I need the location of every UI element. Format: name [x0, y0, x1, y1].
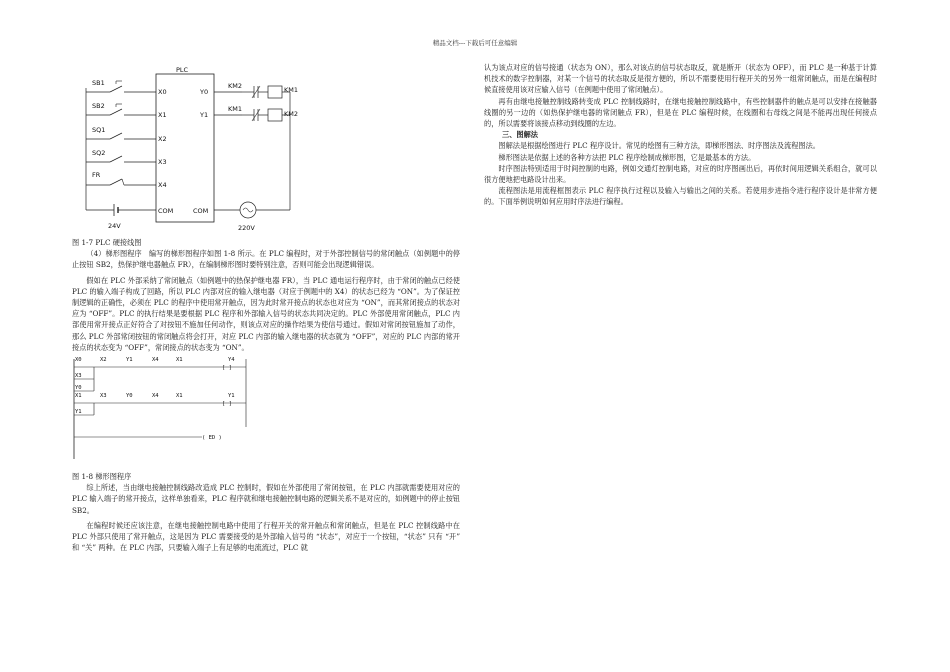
svg-text:KM2: KM2 — [228, 82, 243, 90]
paragraph: 时序图法特别适用于时间控制的电路，例如交通灯控制电路，对应的时序图画出后，再依时间用逻辑关系组合，就可以很方便地把电路设计出来。 — [484, 163, 877, 185]
input-row-sq1 — [86, 126, 167, 143]
input-row-sq2 — [86, 149, 167, 166]
svg-text:X0: X0 — [158, 88, 167, 96]
svg-text:X3: X3 — [75, 373, 82, 380]
paragraph: 假如在 PLC 外部采纳了常闭触点（如例题中的热保护继电器 FR），当 PLC 通电运行程序时，由于常闭的触点已经使 PLC 的输入端子构成了回路，所以 PLC 内部对应的输入继电器（对应于例题中的 X4）的状态已经为 “ON”。为了保证控制逻辑的正确性，必须在 PLC 的程序中使用常开触点，因为此时常开接点的状态也对应为 “ON”，而其常闭接点的状态对应为 “OFF”。PLC 的执行结果是要根据 PLC 程序和外部输入信号的状态共同决定的。PLC 外部使用常闭触点，PLC 内部使用常开接点正好符合了对按钮不施加任何动作，则该点对应的操作结果为使信号通过。假如对常闭按钮施加了动作，那么 PLC 外部常闭按钮的常闭触点将会打开，对应 PLC 内部的输入继电器的状态就为 “OFF”，对应的 PLC 内部的常开接点的状态变为 “OFF”，常闭接点的状态变为 “ON”。 — [72, 275, 460, 352]
paragraph: （4）梯形图程序 编写的梯形图程序如图 1-8 所示。在 PLC 编程时，对于外部控制信号的常闭触点（如例题中的停止按钮 SB2，热保护继电器触点 FR），在编制梯形图时要特别注意，否则可能会出现逻辑错误。 — [72, 249, 460, 270]
paragraph: 综上所述，当由继电接触控制线路改造成 PLC 控制时，假如在外部使用了常闭按钮，在 PLC 内部就需要使用对应的 PLC 输入端子的常开接点，这样单独看来，PLC 程序就和继电接触控制电路的逻辑关系不是对应的，如例题中的停止按钮 SB2。 — [72, 483, 460, 515]
svg-text:X4: X4 — [152, 357, 159, 364]
svg-text:Y0: Y0 — [200, 88, 209, 96]
ac-supply-label: 220V — [238, 224, 255, 232]
page-header: 精品文档---下载后可任意编辑 — [432, 39, 518, 47]
svg-text:X0: X0 — [75, 357, 82, 364]
com-left-label: COM — [158, 207, 174, 215]
left-column — [72, 46, 460, 553]
svg-text:X3: X3 — [100, 393, 107, 400]
svg-text:X1: X1 — [158, 111, 167, 119]
svg-text:X2: X2 — [158, 135, 167, 143]
paragraph: 流程图法是用流程框图表示 PLC 程序执行过程以及输入与输出之间的关系。若使用步进指令进行程序设计是非常方便的。下面举例说明如何应用时序法进行编程。 — [484, 186, 877, 207]
svg-text:KM2: KM2 — [284, 110, 299, 118]
svg-text:SQ1: SQ1 — [92, 126, 106, 134]
paragraph: 认为该点对应的信号接通（状态为 ON），那么对该点的信号状态取反，就是断开（状态为 OFF），而 PLC 是一种基于计算机技术的数字控制器，对某一个信号的状态取反是很方便的，所以不需要使用行程开关的另外一组常闭触点，而是在编程时候直接使用该对应输入信号（在例题中使用了常闭触点）。 — [484, 63, 877, 95]
svg-text:Y1: Y1 — [228, 393, 235, 400]
svg-text:KM1: KM1 — [284, 86, 299, 94]
svg-text:Y1: Y1 — [126, 357, 133, 364]
com-right-label: COM — [193, 207, 209, 215]
paragraph: 梯形图法是依据上述的各种方法把 PLC 程序绘制成梯形图，它是最基本的方法。 — [498, 152, 756, 162]
figure-caption-1-8: 图 1-8 梯形图程序 — [72, 472, 132, 482]
ladder-diagram — [72, 355, 460, 463]
right-column — [484, 62, 877, 208]
svg-text:[ ]: [ ] — [222, 401, 232, 408]
svg-text:X1: X1 — [176, 357, 183, 364]
svg-text:Y4: Y4 — [228, 357, 235, 364]
svg-text:X4: X4 — [152, 393, 159, 400]
paragraph: 在编程时候还应该注意，在继电接触控制电路中使用了行程开关的常开触点和常闭触点，但是在 PLC 控制线路中在 PLC 外部只使用了常开触点，这是因为 PLC 需要接受的是外部输入信号的 “状态”，对应于一个按钮，“状态” 只有 “开” 和 “关” 两种。在 PLC 内部，只要输入端子上有足够的电流流过，PLC 就 — [72, 520, 460, 553]
plc-title: PLC — [176, 66, 189, 74]
paragraph: 图解法是根据绘图进行 PLC 程序设计。常见的绘图有三种方法，即梯形图法、时序图法及流程图法。 — [498, 141, 820, 151]
dc-supply-label: 24V — [108, 222, 121, 230]
svg-text:SQ2: SQ2 — [92, 149, 106, 157]
svg-text:[ ]: [ ] — [222, 365, 232, 372]
svg-text:X4: X4 — [158, 181, 167, 189]
paragraph: 再有由继电接触控制线路转变成 PLC 控制线路时，在继电接触控制线路中，有些控制器件的触点是可以安排在接触器线圈的另一边的（如热保护继电器的常闭触点 FR），但是在 PLC 编程时候，在线圈和右母线之间是不能再出现任何接点的，所以需要将该接点移动到线圈的左边。 — [484, 96, 877, 129]
svg-text:X1: X1 — [176, 393, 183, 400]
figure-caption-1-7: 图 1-7 PLC 硬接线图 — [72, 238, 142, 247]
svg-text:X1: X1 — [75, 393, 82, 400]
input-row-fr — [86, 171, 167, 189]
svg-text:SB2: SB2 — [92, 102, 105, 110]
svg-text:SB1: SB1 — [92, 79, 105, 87]
end-instruction: ( ED ) — [202, 435, 222, 442]
svg-text:FR: FR — [92, 171, 101, 179]
svg-text:Y1: Y1 — [75, 409, 82, 416]
svg-text:X3: X3 — [158, 158, 167, 166]
svg-text:Y0: Y0 — [126, 393, 133, 400]
plc-wiring-diagram — [72, 46, 460, 241]
input-row-sb1 — [86, 79, 167, 96]
section-heading: 三、图解法 — [502, 130, 538, 140]
input-row-sb2 — [86, 102, 167, 119]
svg-text:KM1: KM1 — [228, 105, 243, 113]
svg-text:Y0: Y0 — [75, 385, 82, 392]
svg-text:Y1: Y1 — [200, 111, 209, 119]
svg-text:X2: X2 — [100, 357, 107, 364]
